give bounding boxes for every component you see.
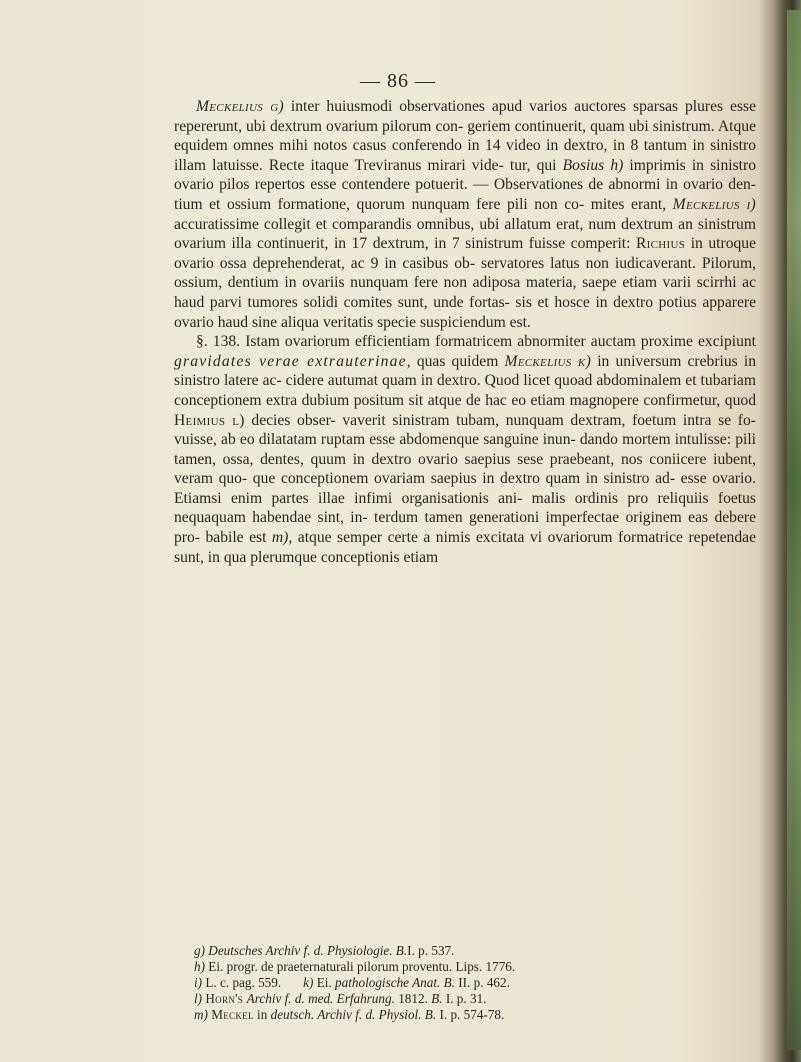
styled-text-run: i) — [194, 975, 206, 990]
text-run: I. p. 31. — [442, 991, 487, 1006]
styled-text-run: Richius — [635, 235, 686, 253]
styled-text-run: Meckel — [211, 1007, 254, 1022]
text-run: in — [253, 1007, 271, 1022]
paragraph — [174, 332, 756, 567]
text-run: I. p. 537. — [407, 943, 455, 958]
text-run: , atque semper certe a nimis excitata vi ovariorum formatrice repetendae sunt, in qua plerumque conceptionis etiam — [174, 529, 756, 566]
text-run: Ei. — [316, 975, 336, 990]
footnote — [194, 991, 764, 1007]
styled-text-run: l) — [194, 991, 206, 1006]
styled-text-run: m) — [194, 1007, 212, 1022]
text-run: Istam ovariorum efficientiam formatricem abnormiter auctam proxime excipiunt — [245, 333, 756, 351]
text-run: , quas quidem — [406, 352, 505, 370]
footnote — [194, 975, 764, 991]
text-run: decies obser- vaverit sinistram tubam, nunquam dextram, foetum intra se fo- vuisse, ab eo dilatatam ruptam esse abdomenque sanguine inun- dando mortem intulisse: pili tamen, ossa, dentes, quum in dextro ovario saepius sese praebeant, nos coniicere iubent, veram quo- que conceptionem ovariam saepius in dextro quam in sinistro ad- esse ovario. Etiamsi enim partes illae infimi organisationis ani- malis ordinis pro reliquiis foetus nequaquam habendae sint, in- terdum tamen generationi imperfectae originem eas debere pro- babile est — [174, 411, 756, 547]
text-run: accuratissime collegit et comparandis omnibus, ubi allatum erat, num dextrum an sinistrum ovarium illa continuerit, in 17 dextrum, in 7 sinistrum fuisse comperit: — [174, 215, 756, 253]
body-text — [174, 97, 756, 567]
text-run: in utroque ovario ossa deprehenderat, ac 9 in casibus ob- servatores latus non iudicaverant. Pilorum, ossium, dentium in ovariis nunquam fere non adiposa materia, saepe etiam varii scirrhi ac haud parvi tumores solidi comites sunt, unde fortas- sis et hosce in dextro potius apparere ovario haud sine aliqua veritatis specie suspiciendum est. — [174, 235, 757, 331]
text-run: imprimis in sinistro ovario pilos repertos esse contendere potuerit. — Observationes de abnormi in ovario den- tium et ossium formatione, quorum nunquam fere pili non co- mites erant, — [174, 156, 756, 213]
styled-text-run: Bosius h) — [562, 156, 624, 174]
paragraph — [174, 97, 756, 332]
styled-text-run: gravidates verae extrauterinae — [174, 352, 407, 370]
text-run: Ei. progr. de praeternaturali pilorum proventu. Lips. 1776. — [208, 959, 516, 974]
styled-text-run: pathologische Anat. B. — [335, 975, 455, 990]
styled-text-run: Horn's — [205, 991, 247, 1006]
footnote — [194, 1007, 764, 1023]
cover-edge — [787, 10, 801, 1050]
text-run: in universum crebrius in sinistro latere ac- cidere autumat quam in dextro. Quod licet quoad abdominalem et tubariam conceptionem extra dubium positum sit atque de hac eo etiam magnopere confirmetur, quod — [174, 352, 756, 409]
text-run: I. p. 574-78. — [436, 1007, 505, 1022]
footnote — [194, 959, 764, 975]
text-run: inter huiusmodi observationes apud varios auctores sparsas plures esse repererunt, ubi dextrum ovarium pilorum con- geriem continuerit, quam ubi sinistrum. Atque equidem omnes mihi notos casus conferendo in 14 video in dextro, in 8 tantum in sinistro illam latuisse. Recte itaque Treviranus mirari vide- tur, qui — [174, 98, 757, 174]
styled-text-run: Meckelius i) — [672, 195, 756, 213]
styled-text-run: Meckelius k) — [504, 352, 592, 370]
footnote — [194, 943, 764, 959]
styled-text-run: B. — [431, 991, 443, 1006]
styled-text-run: Archiv f. d. med. Erfahrung. — [246, 991, 395, 1006]
page-number: — 86 — — [360, 70, 436, 92]
styled-text-run: m) — [271, 529, 289, 547]
styled-text-run: deutsch. Archiv f. d. Physiol. B. — [270, 1007, 437, 1022]
styled-text-run: Meckelius g) — [196, 98, 284, 115]
footnotes — [194, 943, 764, 1023]
text-run: L. c. pag. 559. — [205, 975, 282, 990]
styled-text-run: k) — [303, 975, 317, 990]
text-run: II. p. 462. — [454, 975, 510, 990]
styled-text-run: Heimius l) — [174, 411, 245, 429]
text-run: 1812. — [394, 991, 432, 1006]
styled-text-run: g) — [194, 943, 209, 958]
text-run: §. 138. — [196, 333, 246, 351]
styled-text-run: Deutsches Archiv f. d. Physiologie. B. — [208, 943, 408, 958]
styled-text-run: h) — [194, 959, 209, 974]
